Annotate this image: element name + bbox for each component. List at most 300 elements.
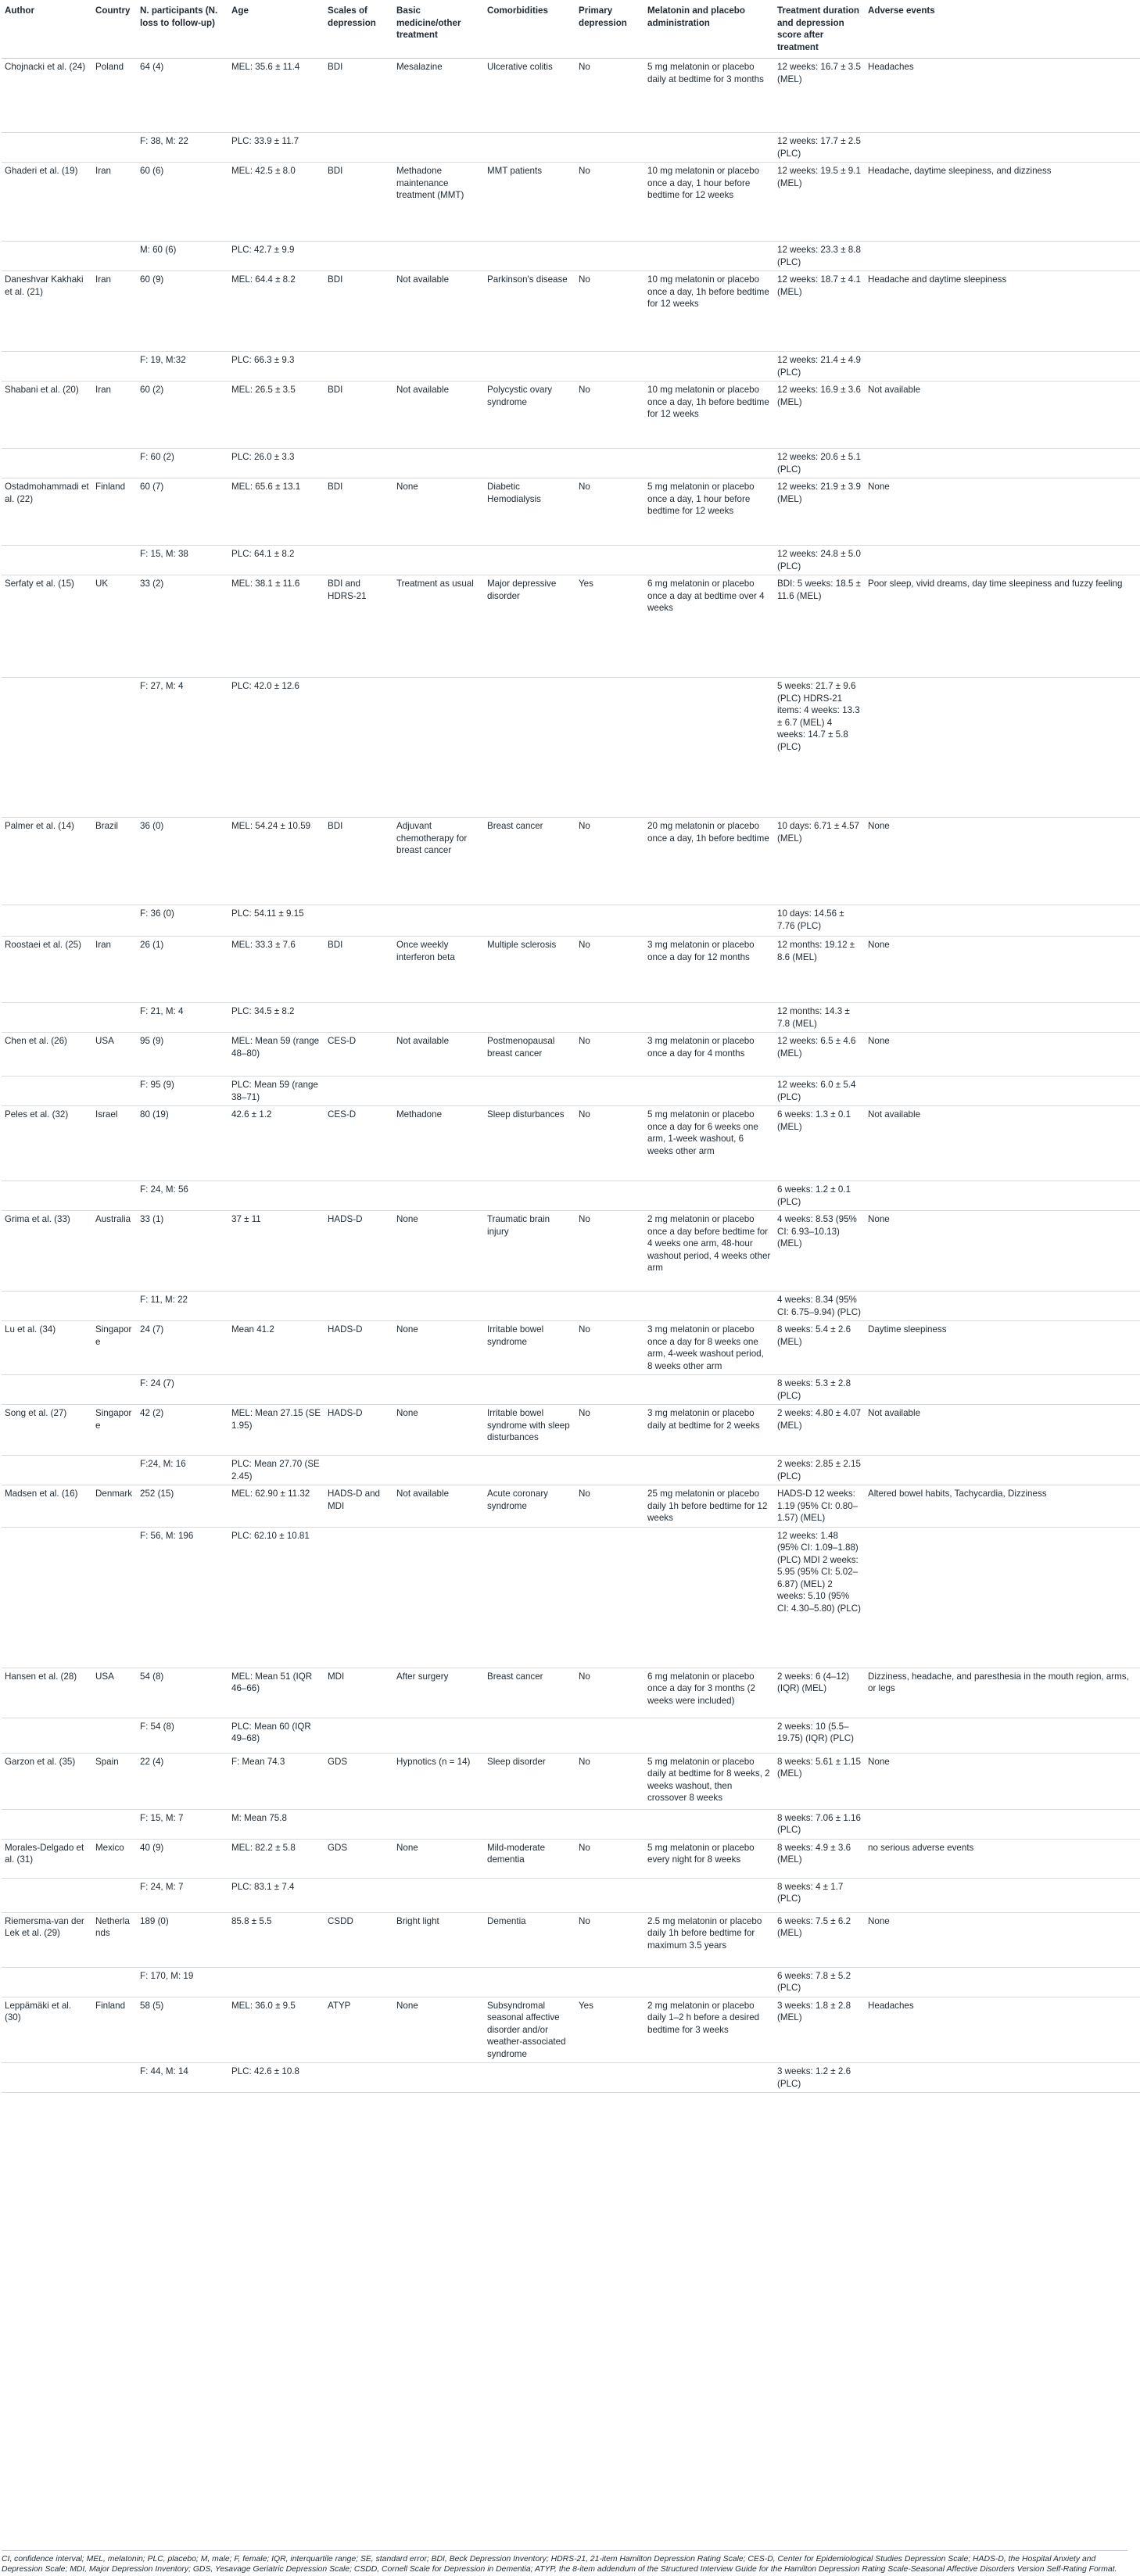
table-cell: BDI — [324, 937, 393, 1003]
table-cell — [484, 1527, 575, 1668]
table-cell — [92, 1718, 137, 1753]
table-cell — [393, 1077, 484, 1106]
table-cell — [393, 242, 484, 271]
table-cell — [644, 133, 774, 163]
table-cell: No — [575, 1106, 644, 1181]
table-cell: Headache and daytime sleepiness — [865, 271, 1140, 352]
table-cell — [393, 1718, 484, 1753]
table-row — [2, 1997, 1140, 2063]
table-row — [2, 678, 1140, 818]
table-cell: Headache, daytime sleepiness, and dizziness — [865, 163, 1140, 242]
table-cell — [393, 1003, 484, 1033]
table-cell: F: 95 (9) — [137, 1077, 228, 1106]
table-cell: 85.8 ± 5.5 — [228, 1912, 324, 1967]
table-cell — [484, 1003, 575, 1033]
table-cell — [92, 1077, 137, 1106]
table-row — [2, 1878, 1140, 1912]
table-cell: MEL: 54.24 ± 10.59 — [228, 818, 324, 905]
table-cell — [228, 1967, 324, 1997]
table-cell — [575, 1181, 644, 1211]
table-cell: 4 weeks: 8.34 (95% CI: 6.75–9.94) (PLC) — [774, 1292, 865, 1321]
table-row — [2, 575, 1140, 678]
table-cell: Poor sleep, vivid dreams, day time sleepiness and fuzzy feeling — [865, 575, 1140, 678]
table-cell — [575, 1003, 644, 1033]
table-cell — [92, 546, 137, 575]
col-header: Age — [228, 0, 324, 59]
table-cell — [324, 1809, 393, 1839]
table-cell: HADS-D and MDI — [324, 1485, 393, 1528]
table-cell: 8 weeks: 4 ± 1.7 (PLC) — [774, 1878, 865, 1912]
table-cell: 33 (2) — [137, 575, 228, 678]
table-cell — [575, 352, 644, 382]
table-cell: F: 11, M: 22 — [137, 1292, 228, 1321]
table-row — [2, 59, 1140, 133]
table-cell: CSDD — [324, 1912, 393, 1967]
table-cell: 6 weeks: 1.3 ± 0.1 (MEL) — [774, 1106, 865, 1181]
table-cell: Palmer et al. (14) — [2, 818, 92, 905]
table-cell — [2, 352, 92, 382]
table-cell: No — [575, 271, 644, 352]
table-cell — [865, 1375, 1140, 1405]
table-cell: Major depressive disorder — [484, 575, 575, 678]
table-cell: 10 mg melatonin or placebo once a day, 1 hour before bedtime for 12 weeks — [644, 163, 774, 242]
table-body — [2, 59, 1140, 2093]
table-cell: F: 170, M: 19 — [137, 1967, 228, 1997]
table-cell: MEL: 62.90 ± 11.32 — [228, 1485, 324, 1528]
table-cell — [865, 905, 1140, 937]
col-header: N. participants (N. loss to follow-up) — [137, 0, 228, 59]
table-cell — [644, 1003, 774, 1033]
table-cell: Ghaderi et al. (19) — [2, 163, 92, 242]
table-cell — [324, 1527, 393, 1668]
table-cell: Breast cancer — [484, 1668, 575, 1718]
table-cell: None — [393, 1211, 484, 1292]
table-cell: M: Mean 75.8 — [228, 1809, 324, 1839]
table-cell: 33 (1) — [137, 1211, 228, 1292]
table-cell: No — [575, 1839, 644, 1878]
table-cell: CES-D — [324, 1106, 393, 1181]
table-cell: Once weekly interferon beta — [393, 937, 484, 1003]
table-cell: No — [575, 1033, 644, 1077]
table-cell: Iran — [92, 937, 137, 1003]
table-cell — [644, 1375, 774, 1405]
table-cell: 10 mg melatonin or placebo once a day, 1h before bedtime for 12 weeks — [644, 271, 774, 352]
table-cell — [393, 546, 484, 575]
table-cell: Chojnacki et al. (24) — [2, 59, 92, 133]
table-cell: Methadone — [393, 1106, 484, 1181]
table-cell — [2, 1456, 92, 1485]
table-cell — [228, 1292, 324, 1321]
table-cell — [2, 1527, 92, 1668]
table-row — [2, 352, 1140, 382]
table-cell — [2, 133, 92, 163]
table-cell — [575, 1456, 644, 1485]
table-cell — [393, 678, 484, 818]
table-cell: Diabetic Hemodialysis — [484, 478, 575, 546]
table-cell: BDI — [324, 478, 393, 546]
table-cell: USA — [92, 1668, 137, 1718]
table-row — [2, 449, 1140, 478]
table-cell — [324, 546, 393, 575]
table-cell — [92, 1456, 137, 1485]
table-cell: Not available — [393, 1033, 484, 1077]
table-row — [2, 1527, 1140, 1668]
table-cell: F: 15, M: 7 — [137, 1809, 228, 1839]
table-cell: 60 (6) — [137, 163, 228, 242]
table-cell: PLC: 83.1 ± 7.4 — [228, 1878, 324, 1912]
table-row — [2, 1912, 1140, 1967]
table-cell: 3 mg melatonin or placebo once a day for 8 weeks one arm, 4-week washout period, 8 weeks other arm — [644, 1321, 774, 1375]
table-cell — [484, 678, 575, 818]
table-cell: F: 27, M: 4 — [137, 678, 228, 818]
table-cell — [865, 242, 1140, 271]
table-cell: 58 (5) — [137, 1997, 228, 2063]
table-row — [2, 163, 1140, 242]
table-cell — [865, 1527, 1140, 1668]
table-cell: 60 (2) — [137, 382, 228, 449]
table-cell: 22 (4) — [137, 1753, 228, 1809]
table-row — [2, 1718, 1140, 1753]
table-cell: Iran — [92, 382, 137, 449]
table-cell — [393, 905, 484, 937]
table-cell: HADS-D 12 weeks: 1.19 (95% CI: 0.80–1.57) (MEL) — [774, 1485, 865, 1528]
table-cell: MEL: 33.3 ± 7.6 — [228, 937, 324, 1003]
table-cell: 95 (9) — [137, 1033, 228, 1077]
table-cell — [324, 1967, 393, 1997]
table-cell: None — [393, 1839, 484, 1878]
table-cell: Not available — [865, 382, 1140, 449]
table-cell: 42 (2) — [137, 1405, 228, 1456]
table-cell: F: 38, M: 22 — [137, 133, 228, 163]
table-cell — [575, 1375, 644, 1405]
table-cell: Riemersma-van der Lek et al. (29) — [2, 1912, 92, 1967]
table-cell — [644, 1456, 774, 1485]
table-cell — [484, 905, 575, 937]
table-cell: 3 mg melatonin or placebo once a day for 4 months — [644, 1033, 774, 1077]
table-cell: None — [865, 1211, 1140, 1292]
table-cell — [865, 352, 1140, 382]
table-cell: 5 mg melatonin or placebo every night for 8 weeks — [644, 1839, 774, 1878]
table-cell — [575, 678, 644, 818]
table-cell: Hansen et al. (28) — [2, 1668, 92, 1718]
table-cell: 3 weeks: 1.8 ± 2.8 (MEL) — [774, 1997, 865, 2063]
table-cell — [484, 1967, 575, 1997]
table-cell: 5 weeks: 21.7 ± 9.6 (PLC) HDRS-21 items: 4 weeks: 13.3 ± 6.7 (MEL) 4 weeks: 14.7 ± 5.8 (PLC) — [774, 678, 865, 818]
table-cell — [575, 905, 644, 937]
table-cell: Spain — [92, 1753, 137, 1809]
col-header: Melatonin and placebo administration — [644, 0, 774, 59]
table-cell: Chen et al. (26) — [2, 1033, 92, 1077]
table-cell: PLC: Mean 59 (range 38–71) — [228, 1077, 324, 1106]
table-cell — [324, 1878, 393, 1912]
table-cell — [2, 1077, 92, 1106]
table-cell: None — [865, 937, 1140, 1003]
table-cell: 6 mg melatonin or placebo once a day for 3 months (2 weeks were included) — [644, 1668, 774, 1718]
table-cell: Parkinson's disease — [484, 271, 575, 352]
table-cell: Dementia — [484, 1912, 575, 1967]
table-cell: MEL: 26.5 ± 3.5 — [228, 382, 324, 449]
table-cell — [644, 449, 774, 478]
table-cell: 3 mg melatonin or placebo once a day for 12 months — [644, 937, 774, 1003]
table-cell: PLC: 64.1 ± 8.2 — [228, 546, 324, 575]
table-cell: no serious adverse events — [865, 1839, 1140, 1878]
table-cell — [393, 1375, 484, 1405]
table-cell: F: 19, M:32 — [137, 352, 228, 382]
table-cell — [484, 1292, 575, 1321]
table-row — [2, 1485, 1140, 1528]
table-cell — [865, 546, 1140, 575]
table-cell: PLC: 34.5 ± 8.2 — [228, 1003, 324, 1033]
table-cell: Acute coronary syndrome — [484, 1485, 575, 1528]
table-cell: 54 (8) — [137, 1668, 228, 1718]
studies-table — [2, 0, 1140, 2093]
table-cell: 12 weeks: 19.5 ± 9.1 (MEL) — [774, 163, 865, 242]
table-cell: Garzon et al. (35) — [2, 1753, 92, 1809]
table-cell: None — [393, 1321, 484, 1375]
table-cell: 20 mg melatonin or placebo once a day, 1h before bedtime — [644, 818, 774, 905]
table-cell: F: 36 (0) — [137, 905, 228, 937]
table-cell — [2, 1375, 92, 1405]
table-cell — [393, 1456, 484, 1485]
table-cell — [2, 678, 92, 818]
table-cell: Irritable bowel syndrome with sleep disturbances — [484, 1405, 575, 1456]
table-cell: Postmenopausal breast cancer — [484, 1033, 575, 1077]
table-cell — [393, 1527, 484, 1668]
table-cell: Peles et al. (32) — [2, 1106, 92, 1181]
table-cell: Daytime sleepiness — [865, 1321, 1140, 1375]
table-cell — [2, 1718, 92, 1753]
table-row — [2, 1809, 1140, 1839]
table-cell — [644, 546, 774, 575]
table-cell — [2, 1809, 92, 1839]
col-header: Basic medicine/other treatment — [393, 0, 484, 59]
table-row — [2, 1375, 1140, 1405]
table-cell: Brazil — [92, 818, 137, 905]
table-cell — [92, 449, 137, 478]
table-cell: Denmark — [92, 1485, 137, 1528]
table-cell: 25 mg melatonin or placebo daily 1h before bedtime for 12 weeks — [644, 1485, 774, 1528]
table-cell — [575, 1967, 644, 1997]
table-cell: Iran — [92, 163, 137, 242]
table-row — [2, 937, 1140, 1003]
table-cell: 5 mg melatonin or placebo daily at bedtime for 8 weeks, 2 weeks washout, then crossover 8 weeks — [644, 1753, 774, 1809]
table-cell: MEL: 82.2 ± 5.8 — [228, 1839, 324, 1878]
table-cell: 12 weeks: 6.0 ± 5.4 (PLC) — [774, 1077, 865, 1106]
table-row — [2, 1292, 1140, 1321]
table-cell — [92, 352, 137, 382]
table-cell: No — [575, 1485, 644, 1528]
table-cell: Finland — [92, 478, 137, 546]
table-cell — [324, 133, 393, 163]
table-cell — [575, 1718, 644, 1753]
table-cell — [2, 1003, 92, 1033]
table-cell — [865, 1292, 1140, 1321]
table-cell — [92, 1181, 137, 1211]
col-header: Primary depression — [575, 0, 644, 59]
table-cell: MEL: Mean 27.15 (SE 1.95) — [228, 1405, 324, 1456]
table-cell: Australia — [92, 1211, 137, 1292]
table-cell — [393, 1878, 484, 1912]
table-cell: Ulcerative colitis — [484, 59, 575, 133]
table-cell: After surgery — [393, 1668, 484, 1718]
table-cell: MEL: Mean 51 (IQR 46–66) — [228, 1668, 324, 1718]
table-row — [2, 271, 1140, 352]
table-cell: Finland — [92, 1997, 137, 2063]
table-cell: 12 weeks: 17.7 ± 2.5 (PLC) — [774, 133, 865, 163]
table-cell: 64 (4) — [137, 59, 228, 133]
table-cell — [484, 1878, 575, 1912]
table-cell: Song et al. (27) — [2, 1405, 92, 1456]
table-cell: Headaches — [865, 1997, 1140, 2063]
table-cell — [2, 546, 92, 575]
table-row — [2, 2063, 1140, 2093]
table-cell: M: 60 (6) — [137, 242, 228, 271]
table-cell — [644, 1718, 774, 1753]
table-cell — [484, 1809, 575, 1839]
table-cell: CES-D — [324, 1033, 393, 1077]
table-cell — [393, 1809, 484, 1839]
table-row — [2, 1033, 1140, 1077]
table-cell: Grima et al. (33) — [2, 1211, 92, 1292]
table-cell: HADS-D — [324, 1321, 393, 1375]
table-cell — [644, 678, 774, 818]
table-cell: Lu et al. (34) — [2, 1321, 92, 1375]
table-cell: Mexico — [92, 1839, 137, 1878]
table-cell: F: 24, M: 7 — [137, 1878, 228, 1912]
table-row — [2, 133, 1140, 163]
table-cell: No — [575, 1405, 644, 1456]
table-cell — [92, 2063, 137, 2093]
col-header: Scales of depression — [324, 0, 393, 59]
table-cell: Hypnotics (n = 14) — [393, 1753, 484, 1809]
table-cell — [865, 449, 1140, 478]
table-cell — [644, 1292, 774, 1321]
table-cell — [324, 1077, 393, 1106]
table-cell: Headaches — [865, 59, 1140, 133]
table-cell: 12 weeks: 21.4 ± 4.9 (PLC) — [774, 352, 865, 382]
table-cell — [324, 242, 393, 271]
table-cell: 252 (15) — [137, 1485, 228, 1528]
table-cell — [92, 242, 137, 271]
table-cell: BDI and HDRS-21 — [324, 575, 393, 678]
table-cell: MEL: 38.1 ± 11.6 — [228, 575, 324, 678]
table-cell — [228, 1375, 324, 1405]
table-cell — [484, 1718, 575, 1753]
table-cell — [92, 1527, 137, 1668]
table-cell: PLC: Mean 60 (IQR 49–68) — [228, 1718, 324, 1753]
table-cell: No — [575, 818, 644, 905]
table-cell — [92, 905, 137, 937]
table-cell: 10 days: 6.71 ± 4.57 (MEL) — [774, 818, 865, 905]
table-cell: Leppämäki et al. (30) — [2, 1997, 92, 2063]
table-cell: PLC: 26.0 ± 3.3 — [228, 449, 324, 478]
table-row — [2, 1211, 1140, 1292]
table-cell: None — [865, 1753, 1140, 1809]
table-cell: Dizziness, headache, and paresthesia in the mouth region, arms, or legs — [865, 1668, 1140, 1718]
table-cell — [324, 678, 393, 818]
table-cell — [2, 242, 92, 271]
table-cell: Treatment as usual — [393, 575, 484, 678]
table-cell — [2, 1967, 92, 1997]
table-row — [2, 1321, 1140, 1375]
table-row — [2, 1456, 1140, 1485]
table-cell — [324, 352, 393, 382]
table-cell — [484, 546, 575, 575]
table-cell: 8 weeks: 5.3 ± 2.8 (PLC) — [774, 1375, 865, 1405]
table-cell: F: 15, M: 38 — [137, 546, 228, 575]
table-cell: 189 (0) — [137, 1912, 228, 1967]
table-cell — [575, 133, 644, 163]
table-cell: PLC: 42.0 ± 12.6 — [228, 678, 324, 818]
table-cell: Yes — [575, 1997, 644, 2063]
table-row — [2, 1106, 1140, 1181]
table-cell: 12 weeks: 20.6 ± 5.1 (PLC) — [774, 449, 865, 478]
table-cell: MEL: 64.4 ± 8.2 — [228, 271, 324, 352]
table-cell: 6 weeks: 7.8 ± 5.2 (PLC) — [774, 1967, 865, 1997]
table-row — [2, 1839, 1140, 1878]
table-cell — [865, 1003, 1140, 1033]
table-cell: PLC: Mean 27.70 (SE 2.45) — [228, 1456, 324, 1485]
table-cell: 6 mg melatonin or placebo once a day at bedtime over 4 weeks — [644, 575, 774, 678]
table-cell — [92, 1967, 137, 1997]
table-cell — [865, 2063, 1140, 2093]
table-cell — [865, 1181, 1140, 1211]
table-cell: None — [393, 1405, 484, 1456]
table-cell: MEL: 65.6 ± 13.1 — [228, 478, 324, 546]
table-cell: Subsyndromal seasonal affective disorder and/or weather-associated syndrome — [484, 1997, 575, 2063]
table-cell: PLC: 42.6 ± 10.8 — [228, 2063, 324, 2093]
table-cell: No — [575, 1912, 644, 1967]
table-cell: Poland — [92, 59, 137, 133]
table-cell: None — [865, 1033, 1140, 1077]
table-cell: None — [393, 1997, 484, 2063]
table-cell — [644, 1181, 774, 1211]
table-cell: No — [575, 163, 644, 242]
table-cell: 12 weeks: 1.48 (95% CI: 1.09–1.88) (PLC) MDI 2 weeks: 5.95 (95% CI: 5.02–6.87) (MEL) 2 weeks: 5.10 (95% CI: 4.30–5.80) (PLC) — [774, 1527, 865, 1668]
table-cell: No — [575, 1321, 644, 1375]
table-cell: F: 24, M: 56 — [137, 1181, 228, 1211]
table-cell: Traumatic brain injury — [484, 1211, 575, 1292]
table-cell — [92, 1375, 137, 1405]
table-cell: Serfaty et al. (15) — [2, 575, 92, 678]
table-cell: MEL: 35.6 ± 11.4 — [228, 59, 324, 133]
table-cell: Not available — [393, 1485, 484, 1528]
table-row — [2, 478, 1140, 546]
table-cell: Not available — [865, 1106, 1140, 1181]
table-cell — [324, 449, 393, 478]
table-cell — [2, 449, 92, 478]
table-cell: Ostadmohammadi et al. (22) — [2, 478, 92, 546]
table-cell — [865, 1967, 1140, 1997]
table-header-row — [2, 0, 1140, 59]
table-cell: 2 weeks: 4.80 ± 4.07 (MEL) — [774, 1405, 865, 1456]
table-cell — [393, 352, 484, 382]
table-cell — [2, 1878, 92, 1912]
table-cell — [865, 1077, 1140, 1106]
table-cell — [92, 678, 137, 818]
table-footnote: CI, confidence interval; MEL, melatonin; PLC, placebo; M, male; F, female; IQR, interquartile range; SE, standard error; BDI, Beck Depression Inventory; HDRS-21, 21-item Hamilton Depression Rating Scale; CES-D, Center for Epidemiological Studies Depression Scale; HADS-D, the Hospital Anxiety and Depression Scale; MDI, Major Depression Inventory; GDS, Yesavage Geriatric Depression Scale; CSDD, Cornell Scale for Depression in Dementia; ATYP, the 8-item addendum of the Structured Interview Guide for the Hamilton Depression Rating Scale-Seasonal Affective Disorders Version Self-Rating Format. — [2, 2550, 1127, 2574]
table-cell: 8 weeks: 4.9 ± 3.6 (MEL) — [774, 1839, 865, 1878]
table-cell — [484, 1456, 575, 1485]
table-cell: None — [865, 818, 1140, 905]
table-cell: 12 months: 19.12 ± 8.6 (MEL) — [774, 937, 865, 1003]
table-cell — [865, 1456, 1140, 1485]
table-cell — [393, 1181, 484, 1211]
table-cell — [575, 1527, 644, 1668]
table-cell — [575, 1077, 644, 1106]
table-cell — [324, 1718, 393, 1753]
col-header: Treatment duration and depression score after treatment — [774, 0, 865, 59]
